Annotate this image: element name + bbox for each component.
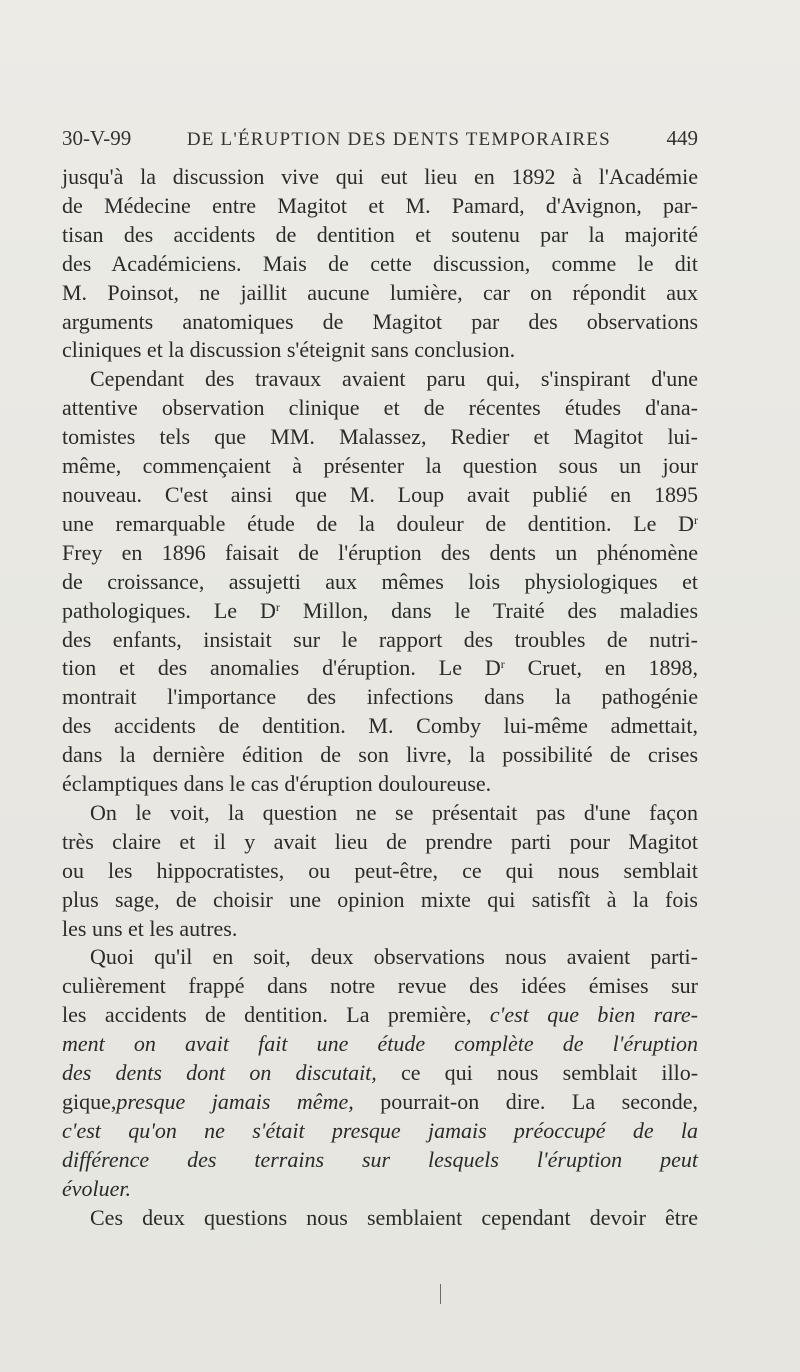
text-line: ment on avait fait une étude complète de l'éruption [62,1031,698,1057]
superscript: r [694,512,698,527]
text-fragment: pourrait-on dire. La seconde, [380,1089,699,1114]
text-fragment: tion et des anomalies d'éruption. Le D [62,655,501,681]
header-title: DE L'ÉRUPTION DES DENTS TEMPORAIRES [186,129,611,150]
text-line: différence des terrains sur lesquels l'éruption peut [62,1146,698,1172]
text-line: jusqu'à la discussion vive qui eut lieu en 1892 à l'Académie [62,164,698,189]
body-text [62,163,698,1233]
text-line: cliniques et la discussion s'éteignit sans conclusion. [62,337,516,363]
text-line: très claire et il y avait lieu de prendre parti pour Magitot [62,828,698,854]
text-line: M. Poinsot, ne jaillit aucune lumière, car on répondit aux [62,279,698,305]
text-line [62,510,698,539]
text-line: attentive observation clinique et de récentes études d'ana- [62,395,698,421]
text-line: des Académiciens. Mais de cette discussion, comme le dit [62,250,698,276]
superscript: r [275,599,280,614]
text-line: les uns et les autres. [62,915,238,941]
text-line [62,597,698,626]
text-line [62,1088,698,1117]
text-fragment: Cruet, en 1898, [527,655,698,681]
ink-mark [440,1284,441,1304]
text-fragment: une remarquable étude de la douleur de dentition. Le D [62,510,694,536]
page-number: 449 [666,126,698,150]
text-line: évoluer. [62,1175,132,1201]
running-head [62,126,698,151]
superscript: r [500,657,505,672]
text-line: de Médecine entre Magitot et M. Pamard, d'Avignon, par- [62,192,698,218]
text-line: nouveau. C'est ainsi que M. Loup avait publié en 1895 [62,481,698,507]
text-line: tomistes tels que MM. Malassez, Redier et Magitot lui- [62,424,698,450]
header-date: 30-V-99 [62,126,132,150]
text-line: Quoi qu'il en soit, deux observations nous avaient parti- [90,944,698,970]
text-fragment: Millon, dans le Traité des maladies [302,597,698,623]
text-line: des accidents de dentition. M. Comby lui-même admettait, [62,713,698,739]
text-fragment: ce qui nous semblait illo- [400,1060,699,1086]
text-line: de croissance, assujetti aux mêmes lois physiologiques et [62,568,698,594]
text-line: éclamptiques dans le cas d'éruption douloureuse. [62,771,492,797]
text-line: On le voit, la question ne se présentait pas d'une façon [90,799,698,825]
italic-fragment: presque jamais même, [116,1089,354,1114]
italic-fragment: des dents dont on discutait, [62,1060,377,1086]
text-line: montrait l'importance des infections dans la pathogénie [62,684,698,710]
text-line: Ces deux questions nous semblaient cependant devoir être [90,1204,698,1230]
text-line: même, commençaient à présenter la question sous un jour [62,453,698,479]
text-fragment: gique, [62,1089,117,1114]
text-line: culièrement frappé dans notre revue des idées émises sur [62,973,698,999]
text-line: tisan des accidents de dentition et soutenu par la majorité [62,221,698,247]
text-line: Cependant des travaux avaient paru qui, s'inspirant d'une [90,366,698,392]
text-line [62,1001,698,1030]
italic-fragment: c'est que bien rare- [489,1002,699,1028]
text-line [62,654,698,683]
text-line [62,1059,698,1088]
text-fragment: les accidents de dentition. La première, [62,1002,472,1028]
text-line: ou les hippocratistes, ou peut-être, ce qui nous semblait [62,857,698,883]
text-line: des enfants, insistait sur le rapport des troubles de nutri- [62,626,698,652]
text-line: plus sage, de choisir une opinion mixte qui satisfît à la fois [62,886,698,912]
text-line: c'est qu'on ne s'était presque jamais préoccupé de la [62,1117,698,1143]
text-line: dans la dernière édition de son livre, la possibilité de crises [62,742,698,768]
text-line: Frey en 1896 faisait de l'éruption des dents un phénomène [62,539,698,565]
text-line: arguments anatomiques de Magitot par des observations [62,308,698,334]
text-fragment: pathologiques. Le D [62,597,276,623]
